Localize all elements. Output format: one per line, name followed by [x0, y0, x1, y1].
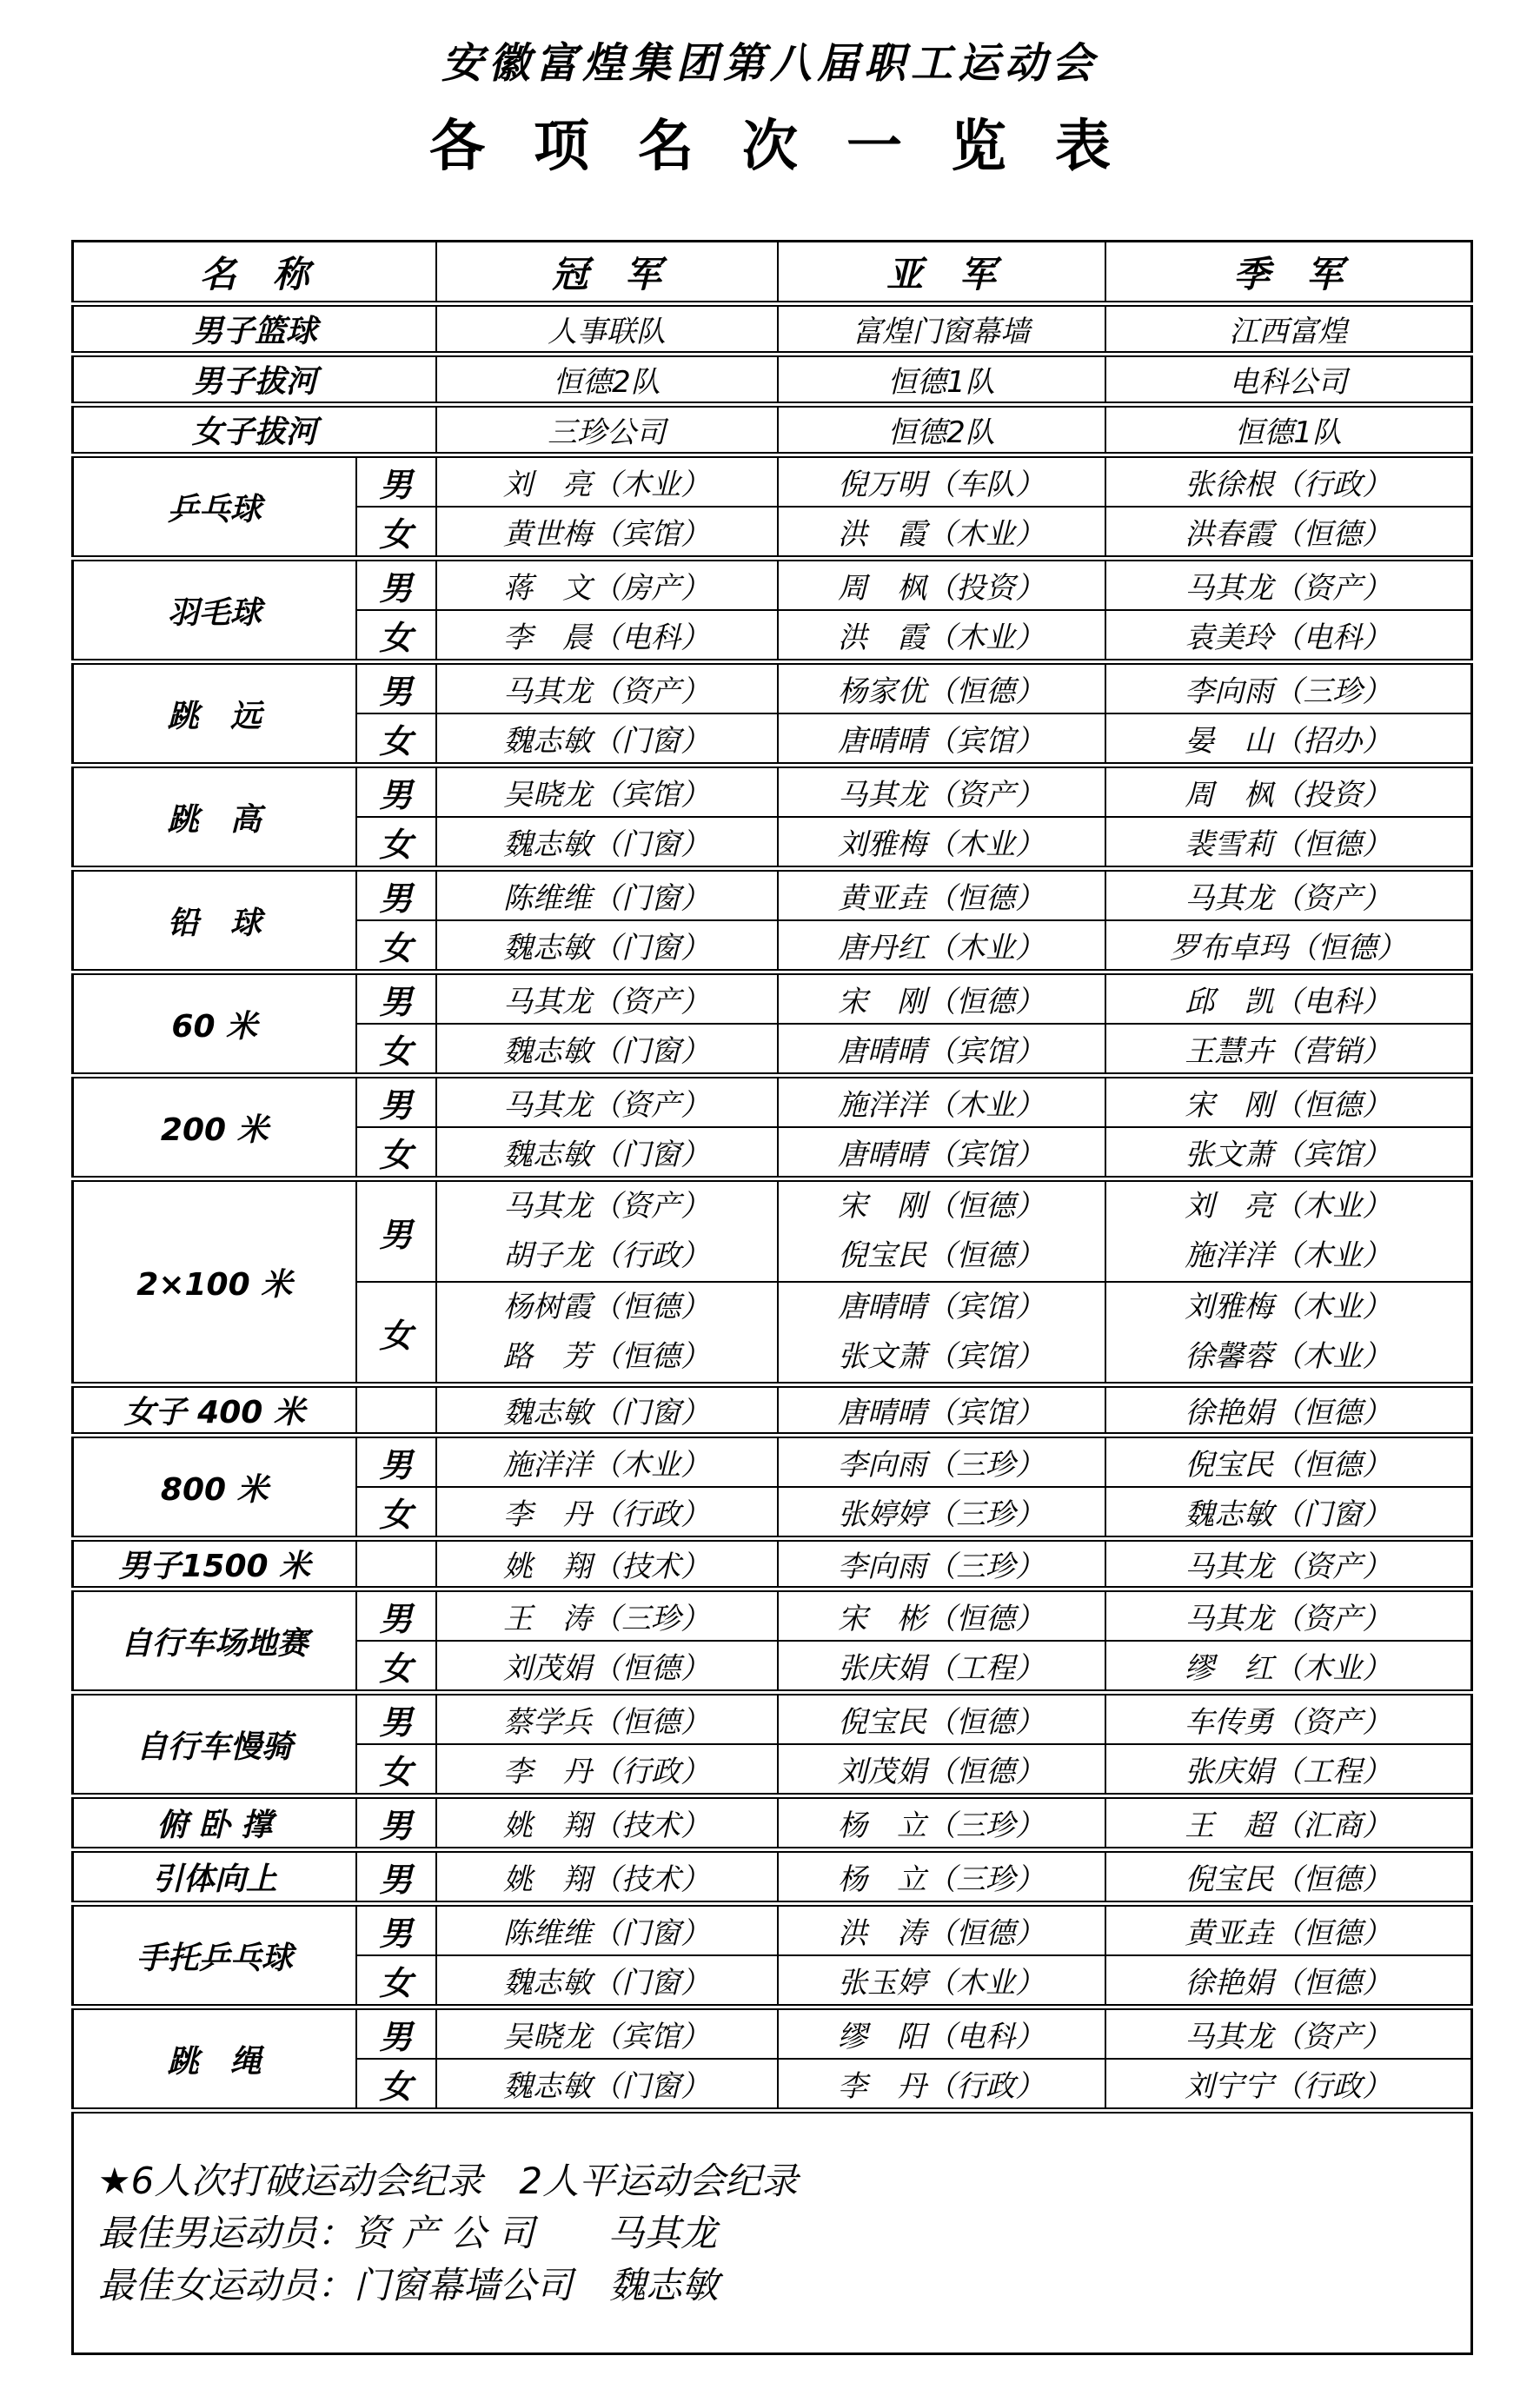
runner-up-cell: 李向雨（三珍） — [778, 1436, 1105, 1488]
footer-notes — [73, 2111, 1472, 2354]
gender-cell: 男 — [356, 662, 436, 714]
event-label: 俯 卧 撑 — [73, 1796, 356, 1850]
runner-up-cell: 缪 阳（电科） — [778, 2007, 1105, 2060]
runner-up-cell: 唐丹红（木业） — [778, 920, 1105, 972]
champion-cell: 李 丹（行政） — [436, 1744, 778, 1796]
gender-cell: 女 — [356, 713, 436, 766]
table-row — [73, 304, 1472, 355]
third-place-cell: 倪宝民（恒德） — [1105, 1850, 1472, 1904]
runner-up-cell: 恒德1队 — [778, 355, 1105, 405]
event-label: 羽毛球 — [73, 559, 356, 662]
runner-up-cell: 唐晴晴（宾馆） — [778, 713, 1105, 766]
champion-cell: 魏志敏（门窗） — [436, 1385, 778, 1436]
table-footer-row — [73, 2111, 1472, 2354]
champion-cell: 刘茂娟（恒德） — [436, 1641, 778, 1693]
runner-up-cell: 富煌门窗幕墙 — [778, 304, 1105, 355]
runner-up-cell: 唐晴晴（宾馆） — [778, 1385, 1105, 1436]
table-row — [73, 1436, 1472, 1488]
gender-cell: 女 — [356, 610, 436, 662]
table-row — [73, 1076, 1472, 1128]
champion-cell: 魏志敏（门窗） — [436, 920, 778, 972]
runner-up-cell: 唐晴晴（宾馆） 张文萧（宾馆） — [778, 1282, 1105, 1385]
champion-cell: 马其龙（资产） 胡子龙（行政） — [436, 1179, 778, 1283]
champion-cell: 刘 亮（木业） — [436, 455, 778, 508]
champion-cell: 姚 翔（技术） — [436, 1796, 778, 1850]
gender-cell: 男 — [356, 559, 436, 611]
event-label: 跳 高 — [73, 766, 356, 869]
col-header-third: 季 军 — [1105, 242, 1472, 304]
third-place-cell: 马其龙（资产） — [1105, 1589, 1472, 1642]
third-place-cell: 马其龙（资产） — [1105, 1539, 1472, 1589]
gender-cell: 男 — [356, 1076, 436, 1128]
gender-cell: 女 — [356, 1955, 436, 2007]
third-place-cell: 魏志敏（门窗） — [1105, 1487, 1472, 1539]
runner-up-cell: 倪宝民（恒德） — [778, 1693, 1105, 1745]
runner-up-cell: 倪万明（车队） — [778, 455, 1105, 508]
champion-cell: 陈维维（门窗） — [436, 1904, 778, 1956]
table-row — [73, 355, 1472, 405]
event-label: 铅 球 — [73, 869, 356, 972]
runner-up-cell: 刘茂娟（恒德） — [778, 1744, 1105, 1796]
champion-cell: 马其龙（资产） — [436, 662, 778, 714]
runner-up-cell: 施洋洋（木业） — [778, 1076, 1105, 1128]
third-place-cell: 马其龙（资产） — [1105, 869, 1472, 921]
third-place-cell: 恒德1队 — [1105, 405, 1472, 455]
third-place-cell: 徐艳娟（恒德） — [1105, 1955, 1472, 2007]
page-subtitle: 各项名次一览表 — [429, 115, 1159, 179]
runner-up-cell: 杨 立（三珍） — [778, 1850, 1105, 1904]
table-row — [73, 1850, 1472, 1904]
champion-cell: 魏志敏（门窗） — [436, 1955, 778, 2007]
gender-cell: 男 — [356, 766, 436, 818]
table-row — [73, 662, 1472, 714]
champion-cell: 魏志敏（门窗） — [436, 713, 778, 766]
third-place-cell: 洪春霞（恒德） — [1105, 507, 1472, 559]
runner-up-cell: 恒德2队 — [778, 405, 1105, 455]
gender-cell: 男 — [356, 1589, 436, 1642]
table-row — [73, 1796, 1472, 1850]
event-label: 2×100 米 — [73, 1179, 356, 1385]
runner-up-cell: 洪 霞（木业） — [778, 610, 1105, 662]
table-row — [73, 869, 1472, 921]
runner-up-cell: 洪 涛（恒德） — [778, 1904, 1105, 1956]
gender-cell: 女 — [356, 1487, 436, 1539]
event-label: 女子 400 米 — [73, 1385, 356, 1436]
gender-cell: 女 — [356, 1744, 436, 1796]
gender-cell: 男 — [356, 1904, 436, 1956]
champion-cell: 马其龙（资产） — [436, 1076, 778, 1128]
best-male-athlete: 最佳男运动员：资 产 公 司 马其龙 — [98, 2212, 718, 2254]
gender-cell: 男 — [356, 972, 436, 1025]
gender-cell: 女 — [356, 507, 436, 559]
gender-cell: 女 — [356, 1282, 436, 1385]
runner-up-cell: 李 丹（行政） — [778, 2059, 1105, 2111]
gender-cell: 女 — [356, 1127, 436, 1179]
page-title: 安徽富煌集团第八届职工运动会 — [441, 39, 1099, 88]
champion-cell: 蔡学兵（恒德） — [436, 1693, 778, 1745]
record-note: ★6人次打破运动会纪录 2人平运动会纪录 — [98, 2160, 799, 2202]
table-row — [73, 1539, 1472, 1589]
third-place-cell: 王 超（汇商） — [1105, 1796, 1472, 1850]
runner-up-cell: 马其龙（资产） — [778, 766, 1105, 818]
runner-up-cell: 宋 刚（恒德） 倪宝民（恒德） — [778, 1179, 1105, 1283]
runner-up-cell: 张庆娟（工程） — [778, 1641, 1105, 1693]
gender-cell: 男 — [356, 1179, 436, 1283]
third-place-cell: 电科公司 — [1105, 355, 1472, 405]
event-label: 乒乓球 — [73, 455, 356, 559]
third-place-cell: 刘雅梅（木业） 徐馨蓉（木业） — [1105, 1282, 1472, 1385]
champion-cell: 姚 翔（技术） — [436, 1850, 778, 1904]
runner-up-cell: 宋 彬（恒德） — [778, 1589, 1105, 1642]
runner-up-cell: 唐晴晴（宾馆） — [778, 1024, 1105, 1076]
event-label: 男子拔河 — [73, 355, 436, 405]
champion-cell: 陈维维（门窗） — [436, 869, 778, 921]
gender-cell — [356, 1539, 436, 1589]
gender-cell: 男 — [356, 1850, 436, 1904]
third-place-cell: 徐艳娟（恒德） — [1105, 1385, 1472, 1436]
champion-cell: 马其龙（资产） — [436, 972, 778, 1025]
champion-cell: 魏志敏（门窗） — [436, 1127, 778, 1179]
runner-up-cell: 洪 霞（木业） — [778, 507, 1105, 559]
table-row — [73, 972, 1472, 1025]
third-place-cell: 张文萧（宾馆） — [1105, 1127, 1472, 1179]
gender-cell: 男 — [356, 455, 436, 508]
third-place-cell: 刘宁宁（行政） — [1105, 2059, 1472, 2111]
col-header-champion: 冠 军 — [436, 242, 778, 304]
event-label: 自行车场地赛 — [73, 1589, 356, 1693]
event-label: 跳 远 — [73, 662, 356, 766]
third-place-cell: 马其龙（资产） — [1105, 559, 1472, 611]
event-label: 男子篮球 — [73, 304, 436, 355]
runner-up-cell: 李向雨（三珍） — [778, 1539, 1105, 1589]
gender-cell: 男 — [356, 869, 436, 921]
event-label: 自行车慢骑 — [73, 1693, 356, 1796]
gender-cell: 女 — [356, 1024, 436, 1076]
table-row — [73, 1589, 1472, 1642]
champion-cell: 魏志敏（门窗） — [436, 2059, 778, 2111]
gender-cell — [356, 1385, 436, 1436]
table-row — [73, 1904, 1472, 1956]
champion-cell: 施洋洋（木业） — [436, 1436, 778, 1488]
third-place-cell: 张徐根（行政） — [1105, 455, 1472, 508]
runner-up-cell: 刘雅梅（木业） — [778, 817, 1105, 869]
champion-cell: 李 丹（行政） — [436, 1487, 778, 1539]
runner-up-cell: 张玉婷（木业） — [778, 1955, 1105, 2007]
col-header-runner-up: 亚 军 — [778, 242, 1105, 304]
gender-cell: 男 — [356, 2007, 436, 2060]
col-header-name: 名 称 — [73, 242, 436, 304]
champion-cell: 三珍公司 — [436, 405, 778, 455]
gender-cell: 女 — [356, 2059, 436, 2111]
champion-cell: 人事联队 — [436, 304, 778, 355]
event-label: 手托乒乓球 — [73, 1904, 356, 2007]
table-row — [73, 766, 1472, 818]
results-table — [71, 240, 1473, 2355]
gender-cell: 女 — [356, 1641, 436, 1693]
gender-cell: 女 — [356, 920, 436, 972]
runner-up-cell: 宋 刚（恒德） — [778, 972, 1105, 1025]
champion-cell: 魏志敏（门窗） — [436, 1024, 778, 1076]
runner-up-cell: 张婷婷（三珍） — [778, 1487, 1105, 1539]
table-row — [73, 1385, 1472, 1436]
gender-cell: 男 — [356, 1436, 436, 1488]
third-place-cell: 裴雪莉（恒德） — [1105, 817, 1472, 869]
champion-cell: 黄世梅（宾馆） — [436, 507, 778, 559]
event-label: 女子拔河 — [73, 405, 436, 455]
table-row — [73, 559, 1472, 611]
event-label: 800 米 — [73, 1436, 356, 1539]
champion-cell: 杨树霞（恒德） 路 芳（恒德） — [436, 1282, 778, 1385]
third-place-cell: 王慧卉（营销） — [1105, 1024, 1472, 1076]
third-place-cell: 周 枫（投资） — [1105, 766, 1472, 818]
third-place-cell: 宋 刚（恒德） — [1105, 1076, 1472, 1128]
third-place-cell: 黄亚垚（恒德） — [1105, 1904, 1472, 1956]
runner-up-cell: 杨家优（恒德） — [778, 662, 1105, 714]
table-header-row — [73, 242, 1472, 304]
champion-cell: 李 晨（电科） — [436, 610, 778, 662]
champion-cell: 蒋 文（房产） — [436, 559, 778, 611]
table-row — [73, 405, 1472, 455]
champion-cell: 姚 翔（技术） — [436, 1539, 778, 1589]
gender-cell: 男 — [356, 1693, 436, 1745]
third-place-cell: 晏 山（招办） — [1105, 713, 1472, 766]
third-place-cell: 缪 红（木业） — [1105, 1641, 1472, 1693]
champion-cell: 王 涛（三珍） — [436, 1589, 778, 1642]
third-place-cell: 袁美玲（电科） — [1105, 610, 1472, 662]
runner-up-cell: 黄亚垚（恒德） — [778, 869, 1105, 921]
event-label: 男子1500 米 — [73, 1539, 356, 1589]
event-label: 跳 绳 — [73, 2007, 356, 2111]
table-row — [73, 1693, 1472, 1745]
runner-up-cell: 唐晴晴（宾馆） — [778, 1127, 1105, 1179]
table-row — [73, 2007, 1472, 2060]
table-row — [73, 1179, 1472, 1283]
third-place-cell: 李向雨（三珍） — [1105, 662, 1472, 714]
table-row — [73, 455, 1472, 508]
third-place-cell: 江西富煌 — [1105, 304, 1472, 355]
third-place-cell: 马其龙（资产） — [1105, 2007, 1472, 2060]
champion-cell: 吴晓龙（宾馆） — [436, 766, 778, 818]
third-place-cell: 倪宝民（恒德） — [1105, 1436, 1472, 1488]
third-place-cell: 车传勇（资产） — [1105, 1693, 1472, 1745]
runner-up-cell: 杨 立（三珍） — [778, 1796, 1105, 1850]
champion-cell: 吴晓龙（宾馆） — [436, 2007, 778, 2060]
champion-cell: 恒德2队 — [436, 355, 778, 405]
gender-cell: 男 — [356, 1796, 436, 1850]
best-female-athlete: 最佳女运动员：门窗幕墙公司 魏志敏 — [98, 2264, 720, 2306]
third-place-cell: 邱 凯（电科） — [1105, 972, 1472, 1025]
third-place-cell: 刘 亮（木业） 施洋洋（木业） — [1105, 1179, 1472, 1283]
event-label: 60 米 — [73, 972, 356, 1076]
third-place-cell: 张庆娟（工程） — [1105, 1744, 1472, 1796]
champion-cell: 魏志敏（门窗） — [436, 817, 778, 869]
event-label: 引体向上 — [73, 1850, 356, 1904]
event-label: 200 米 — [73, 1076, 356, 1179]
gender-cell: 女 — [356, 817, 436, 869]
third-place-cell: 罗布卓玛（恒德） — [1105, 920, 1472, 972]
runner-up-cell: 周 枫（投资） — [778, 559, 1105, 611]
